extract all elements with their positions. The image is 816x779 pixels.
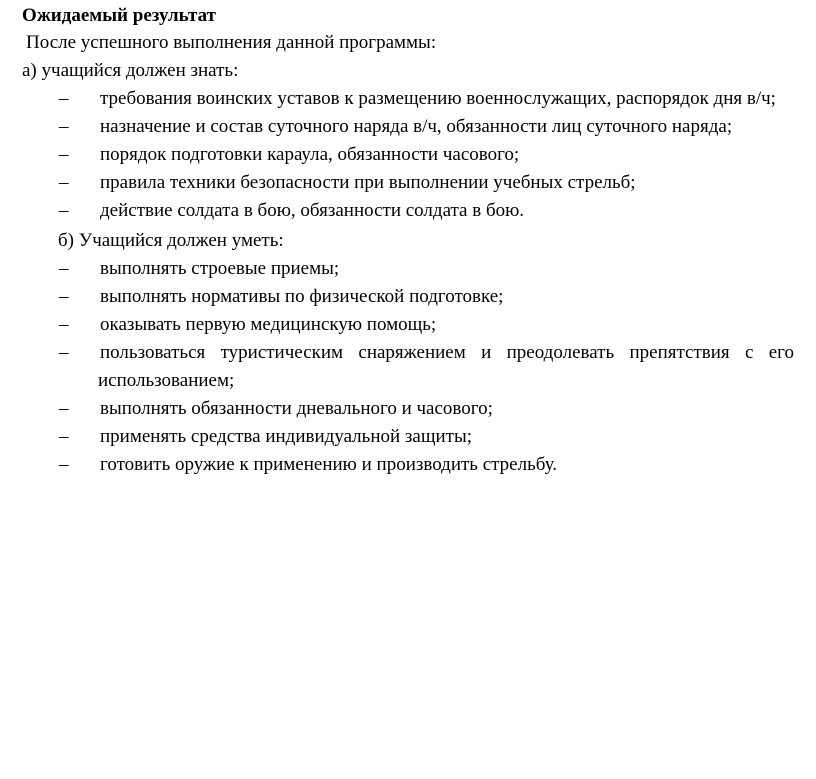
list-item-text: действие солдата в бою, обязанности солдата в бою. [100,200,525,221]
list-item-text: правила техники безопасности при выполнении учебных стрельб; [100,172,636,193]
list-item [22,451,816,479]
list-item [22,85,816,113]
dash-bullet: – [59,342,69,363]
list-item-text: оказывать первую медицинскую помощь; [100,314,437,335]
list-item [22,169,816,197]
dash-bullet: – [59,258,69,279]
list-item-text: выполнять обязанности дневального и часового; [100,398,493,419]
list-item-text: назначение и состав суточного наряда в/ч, обязанности лиц суточного наряда; [100,116,733,137]
dash-bullet: – [59,454,69,475]
list-item [22,339,816,367]
list-item [22,395,816,423]
list-item [22,423,816,451]
dash-bullet: – [59,286,69,307]
section-a-heading: а) учащийся должен знать: [22,60,239,81]
dash-bullet: – [59,88,69,109]
list-item [22,197,816,225]
dash-bullet: – [59,200,69,221]
intro-text: После успешного выполнения данной программы: [26,32,437,53]
section-b-heading: б) Учащийся должен уметь: [58,230,284,251]
dash-bullet: – [59,116,69,137]
list-item-text: пользоваться туристическим снаряжением и преодолевать препятствия с его [100,342,794,363]
document-title: Ожидаемый результат [22,5,216,26]
list-item-continuation: использованием; [98,370,235,391]
list-item [22,311,816,339]
list-item [22,113,816,141]
dash-bullet: – [59,172,69,193]
dash-bullet: – [59,398,69,419]
list-item-text: выполнять строевые приемы; [100,258,340,279]
list-item [22,255,816,283]
list-item-text: применять средства индивидуальной защиты; [100,426,472,447]
dash-bullet: – [59,314,69,335]
section-a-list [22,85,816,225]
list-item-text: выполнять нормативы по физической подготовке; [100,286,504,307]
list-item-text: порядок подготовки караула, обязанности часового; [100,144,520,165]
dash-bullet: – [59,426,69,447]
dash-bullet: – [59,144,69,165]
section-b-list [22,255,816,479]
list-item-text: готовить оружие к применению и производить стрельбу. [100,454,558,475]
list-item-text: требования воинских уставов к размещению военнослужащих, распорядок дня в/ч; [100,88,776,109]
document-page [22,0,816,479]
list-item [22,141,816,169]
list-item [22,283,816,311]
